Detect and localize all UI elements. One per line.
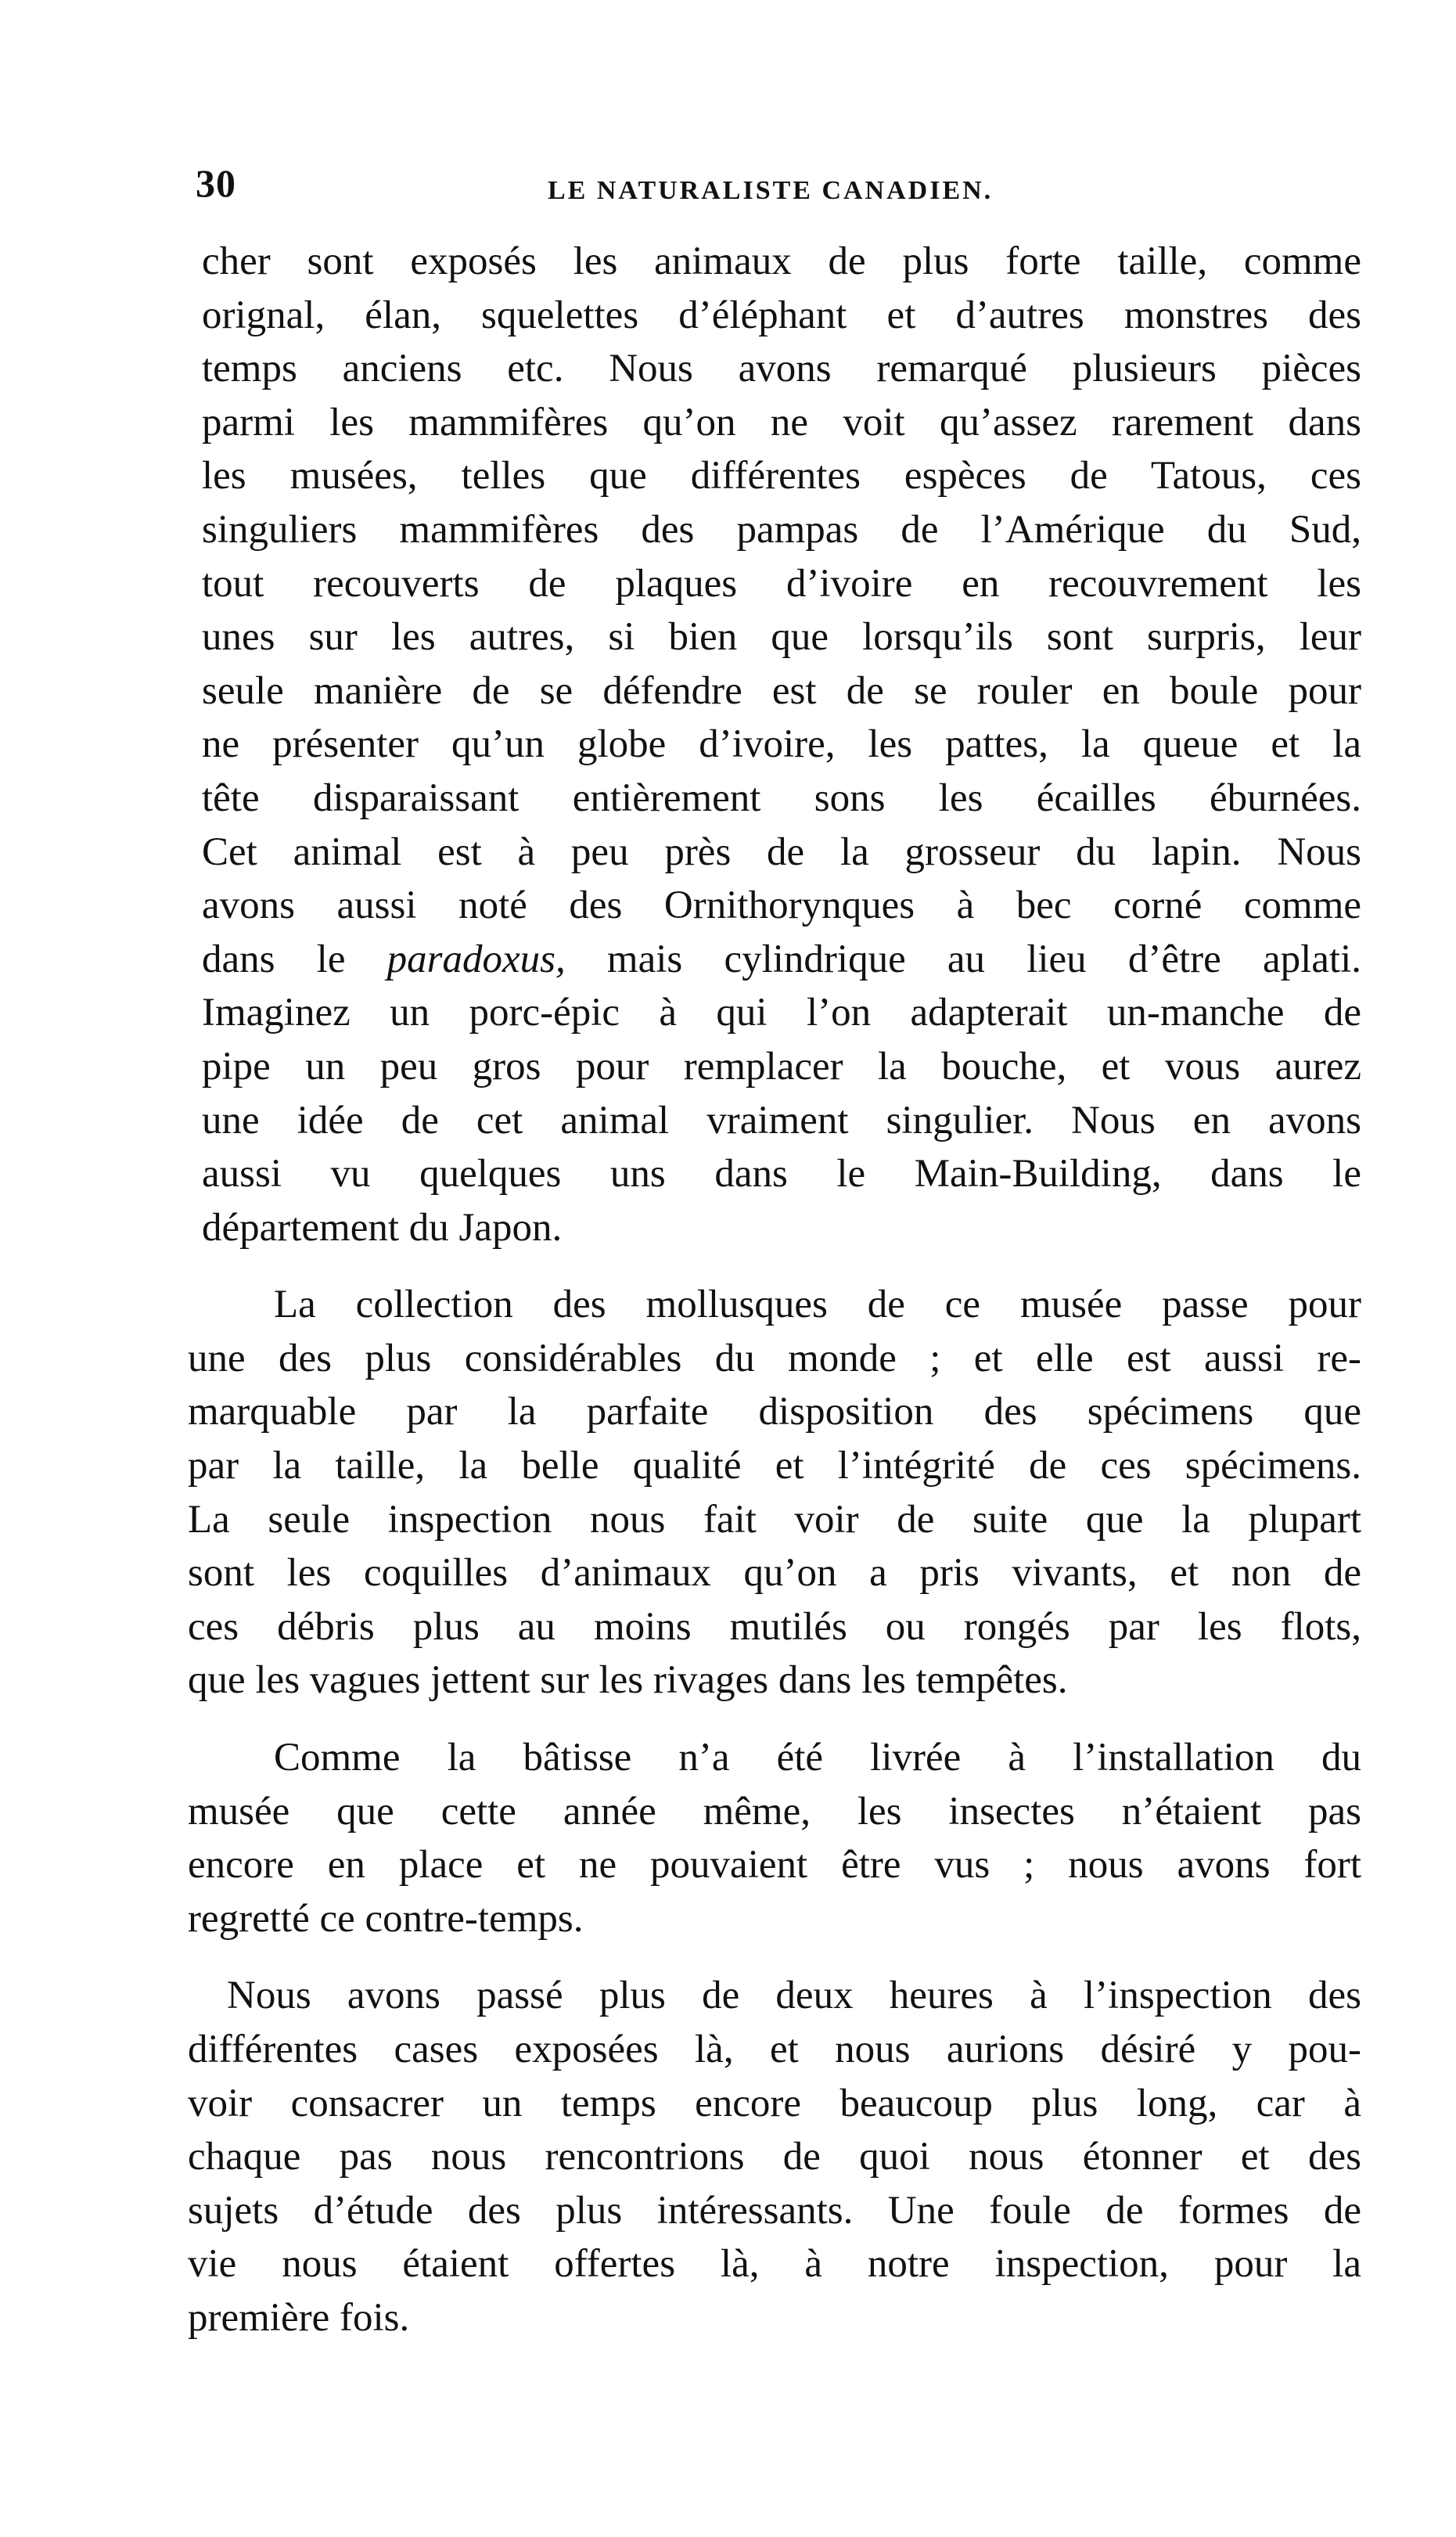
text-line: singuliers mammifères des pampas de l’Amérique du Sud, <box>202 507 1361 552</box>
italic-species-name: paradoxus, <box>386 937 566 981</box>
text-line: encore en place et ne pouvaient être vus ; nous avons fort <box>188 1843 1361 1887</box>
text-line: La collection des mollusques de ce musée passe pour <box>274 1283 1361 1327</box>
text-line: pipe un peu gros pour remplacer la bouche, et vous aurez <box>202 1044 1361 1089</box>
text-line: une idée de cet animal vraiment singulier. Nous en avons <box>202 1098 1361 1143</box>
text-line: chaque pas nous rencontrions de quoi nous étonner et des <box>188 2135 1361 2179</box>
paragraph <box>188 1731 1361 1945</box>
text-line: aussi vu quelques uns dans le Main-Building, dans le <box>202 1152 1361 1197</box>
text-line: ne présenter qu’un globe d’ivoire, les pattes, la queue et la <box>202 722 1361 767</box>
text-fragment: dans le <box>202 937 387 981</box>
text-line: seule manière de se défendre est de se rouler en boule pour <box>202 668 1361 713</box>
text-line: différentes cases exposées là, et nous aurions désiré y pou- <box>188 2028 1361 2071</box>
text-line: cher sont exposés les animaux de plus forte taille, comme <box>202 239 1361 283</box>
text-line: vie nous étaient offertes là, à notre inspection, pour la <box>188 2242 1361 2287</box>
text-line-with-italic <box>188 933 1361 987</box>
text-line: Imaginez un porc-épic à qui l’on adapterait un-manche de <box>202 991 1361 1035</box>
paragraph <box>188 235 1361 1254</box>
text-line: marquable par la parfaite disposition des spécimens que <box>188 1390 1361 1434</box>
page-number: 30 <box>196 161 236 205</box>
text-line: La seule inspection nous fait voir de suite que la plupart <box>188 1497 1361 1542</box>
text-line: les musées, telles que différentes espèces de Tatous, ces <box>202 454 1361 498</box>
text-line: sujets d’étude des plus intéressants. Une foule de formes de <box>188 2188 1361 2233</box>
text-line: première fois. <box>188 2295 410 2340</box>
text-line: temps anciens etc. Nous avons remarqué plusieurs pièces <box>202 347 1361 391</box>
text-line: Comme la bâtisse n’a été livrée à l’installation du <box>274 1736 1361 1780</box>
running-head <box>188 160 1369 215</box>
text-line: sont les coquilles d’animaux qu’on a pris vivants, et non de <box>188 1551 1361 1596</box>
text-line: département du Japon. <box>202 1205 563 1250</box>
text-line: Nous avons passé plus de deux heures à l’inspection des <box>227 1974 1361 2018</box>
text-line: par la taille, la belle qualité et l’intégrité de ces spécimens. <box>188 1444 1361 1488</box>
text-line: regretté ce contre-temps. <box>188 1896 584 1941</box>
text-line: unes sur les autres, si bien que lorsqu’ils sont surpris, leur <box>202 615 1361 660</box>
text-line: que les vagues jettent sur les rivages dans les tempêtes. <box>188 1658 1068 1703</box>
text-line: musée que cette année même, les insectes n’étaient pas <box>188 1789 1361 1833</box>
paragraph <box>188 1278 1361 1708</box>
text-line: tout recouverts de plaques d’ivoire en recouvrement les <box>202 561 1361 606</box>
text-line: orignal, élan, squelettes d’éléphant et d’autres monstres des <box>202 293 1361 337</box>
text-line: voir consacrer un temps encore beaucoup plus long, car à <box>188 2081 1361 2125</box>
text-fragment: mais cylindrique au lieu d’être aplati. <box>565 937 1361 981</box>
text-line: Cet animal est à peu près de la grosseur du lapin. Nous <box>202 829 1361 874</box>
text-line: une des plus considérables du monde ; et elle est aussi re- <box>188 1336 1361 1380</box>
paragraph <box>188 1969 1361 2344</box>
text-line: parmi les mammifères qu’on ne voit qu’assez rarement dans <box>202 400 1361 444</box>
journal-title: LE NATURALISTE CANADIEN. <box>548 176 994 205</box>
text-line: tête disparaissant entièrement sons les écailles éburnées. <box>202 775 1361 820</box>
text-line: avons aussi noté des Ornithorynques à bec corné comme <box>202 883 1361 928</box>
text-line: ces débris plus au moins mutilés ou rongés par les flots, <box>188 1604 1361 1649</box>
body-text <box>188 235 1361 2369</box>
